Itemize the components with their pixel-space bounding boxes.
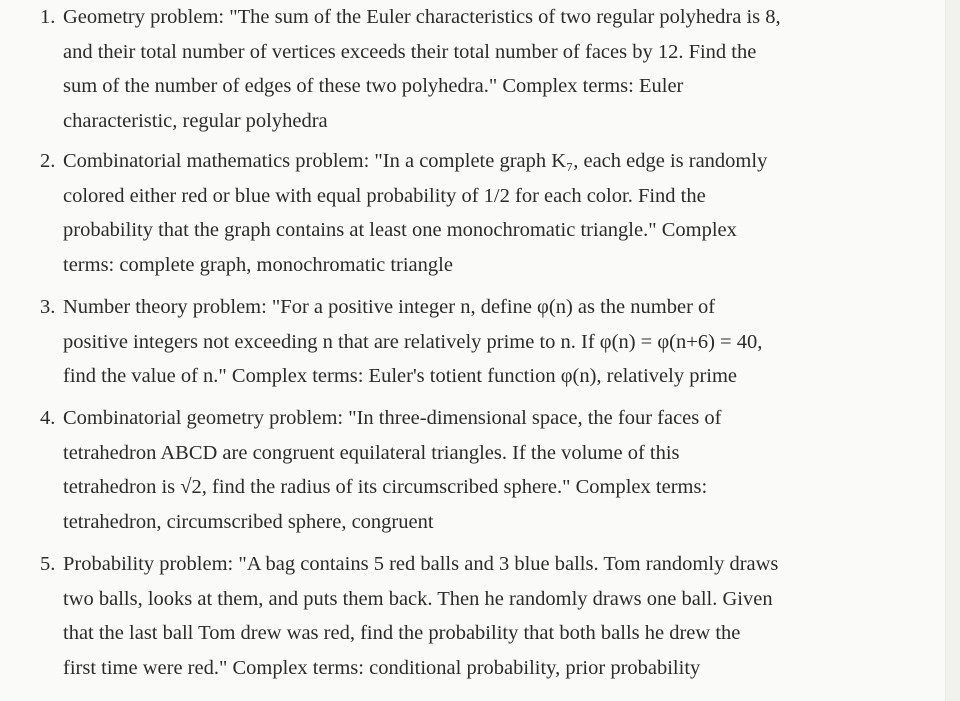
problem-text-line: two balls, looks at them, and puts them back. Then he randomly draws one ball. Given [63,587,773,610]
scroll-gutter [945,0,960,701]
problem-text-line: Combinatorial geometry problem: "In three-dimensional space, the four faces of [63,407,722,429]
problem-text [63,290,893,394]
problem-text-line: find the value of n." Complex terms: Euler's totient function φ(n), relatively prime [63,365,738,388]
problem-text-line: terms: complete graph, monochromatic triangle [63,254,453,277]
problem-text-line: tetrahedron, circumscribed sphere, congruent [63,511,434,534]
problem-text [63,401,893,540]
problem-text-line: tetrahedron ABCD are congruent equilateral triangles. If the volume of this [63,441,680,464]
problem-number: 2. [40,150,56,172]
problem-number: 3. [40,296,56,318]
problem-text-line: that the last ball Tom drew was red, find the probability that both balls he drew the [63,622,741,645]
problem-text-line: first time were red." Complex terms: conditional probability, prior probability [63,657,701,680]
problem-number: 1. [40,6,56,28]
problem-text-line: Combinatorial mathematics problem: "In a complete graph K₇, each edge is randomly [63,150,768,172]
problem-text-line: Probability problem: "A bag contains 5 red balls and 3 blue balls. Tom randomly draws [63,553,779,575]
problem-text-line: colored either red or blue with equal probability of 1/2 for each color. Find the [63,184,706,207]
problem-text [63,547,893,686]
problem-text-line: Geometry problem: "The sum of the Euler characteristics of two regular polyhedra is 8, [63,6,781,28]
problem-text-line: sum of the number of edges of these two polyhedra." Complex terms: Euler [63,75,684,98]
problem-text-line: tetrahedron is √2, find the radius of its circumscribed sphere." Complex terms: [63,476,708,499]
problem-number: 5. [40,553,56,575]
problem-text-line: probability that the graph contains at least one monochromatic triangle." Complex [63,219,737,242]
problem-text-line: and their total number of vertices exceeds their total number of faces by 12. Find the [63,40,757,63]
problem-text-line: Number theory problem: "For a positive integer n, define φ(n) as the number of [63,296,716,318]
problem-text [63,144,893,283]
problem-text-line: positive integers not exceeding n that are relatively prime to n. If φ(n) = φ(n+6) = 40, [63,330,763,353]
problem-text [63,0,893,139]
problem-number: 4. [40,407,56,429]
problem-text-line: characteristic, regular polyhedra [63,110,328,133]
